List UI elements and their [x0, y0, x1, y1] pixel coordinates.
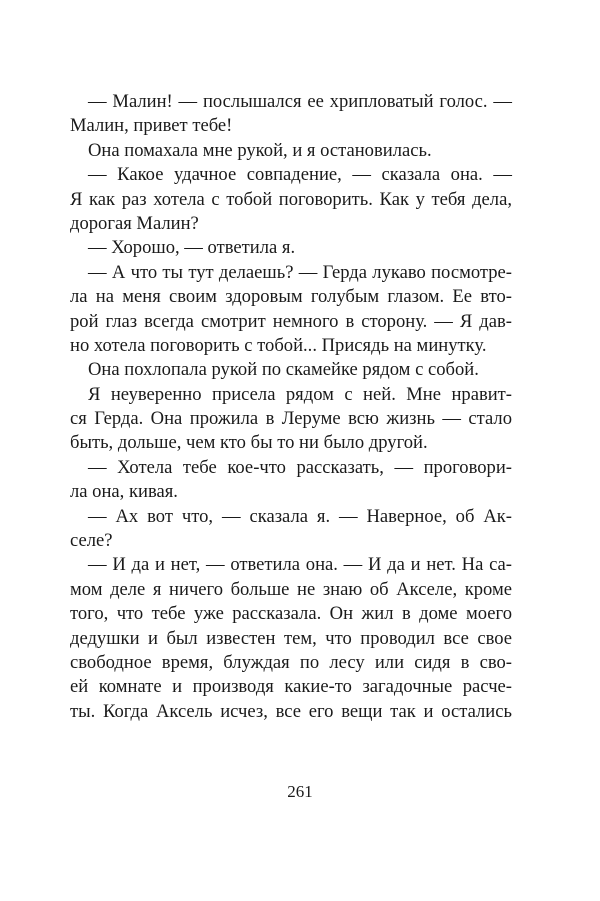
- text-line: ты. Когда Аксель исчез, все его вещи так и остались: [70, 700, 512, 722]
- text-line: — И да и нет, — ответила она. — И да и нет. На са-: [88, 554, 512, 576]
- text-line: — Какое удачное совпадение, — сказала она. —: [88, 164, 512, 186]
- text-line: — Ах вот что, — сказала я. — Наверное, об Ак-: [88, 505, 512, 527]
- text-line: — Малин! — послышался ее хрипловатый голос. —: [88, 91, 512, 112]
- text-line: рой глаз всегда смотрит немного в сторону. — Я дав-: [70, 310, 512, 332]
- text-line: — Хотела тебе кое-что рассказать, — проговори-: [88, 456, 512, 478]
- text-line: но хотела поговорить с тобой... Присядь на минутку.: [70, 334, 487, 356]
- text-line: Малин, привет тебе!: [70, 115, 233, 137]
- text-line: дорогая Малин?: [70, 212, 199, 234]
- page-text: [70, 90, 512, 724]
- text-line: Я неуверенно присела рядом с ней. Мне нравит-: [88, 383, 512, 405]
- text-line: Она похлопала рукой по скамейке рядом с собой.: [88, 359, 479, 381]
- text-line: — Хорошо, — ответила я.: [88, 237, 296, 259]
- text-line: ла она, кивая.: [70, 481, 178, 503]
- text-line: мом деле я ничего больше не знаю об Акселе, кроме: [70, 578, 512, 600]
- text-line: ей комнате и производя какие-то загадочные расче-: [70, 676, 512, 698]
- text-line: Я как раз хотела с тобой поговорить. Как у тебя дела,: [70, 188, 512, 210]
- text-line: ла на меня своим здоровым голубым глазом. Ее вто-: [70, 286, 512, 308]
- text-line: дедушки и был известен тем, что проводил все свое: [70, 627, 512, 649]
- text-line: того, что тебе уже рассказала. Он жил в доме моего: [70, 603, 512, 625]
- page-number: 261: [287, 782, 313, 801]
- text-line: — А что ты тут делаешь? — Герда лукаво посмотре-: [88, 261, 512, 283]
- text-line: быть, дольше, чем кто бы то ни было другой.: [70, 432, 428, 454]
- text-line: ся Герда. Она прожила в Леруме всю жизнь — стало: [70, 408, 512, 430]
- text-line: свободное время, блуждая по лесу или сидя в сво-: [70, 651, 512, 673]
- text-line: Она помахала мне рукой, и я остановилась.: [88, 139, 432, 161]
- text-line: селе?: [70, 530, 113, 552]
